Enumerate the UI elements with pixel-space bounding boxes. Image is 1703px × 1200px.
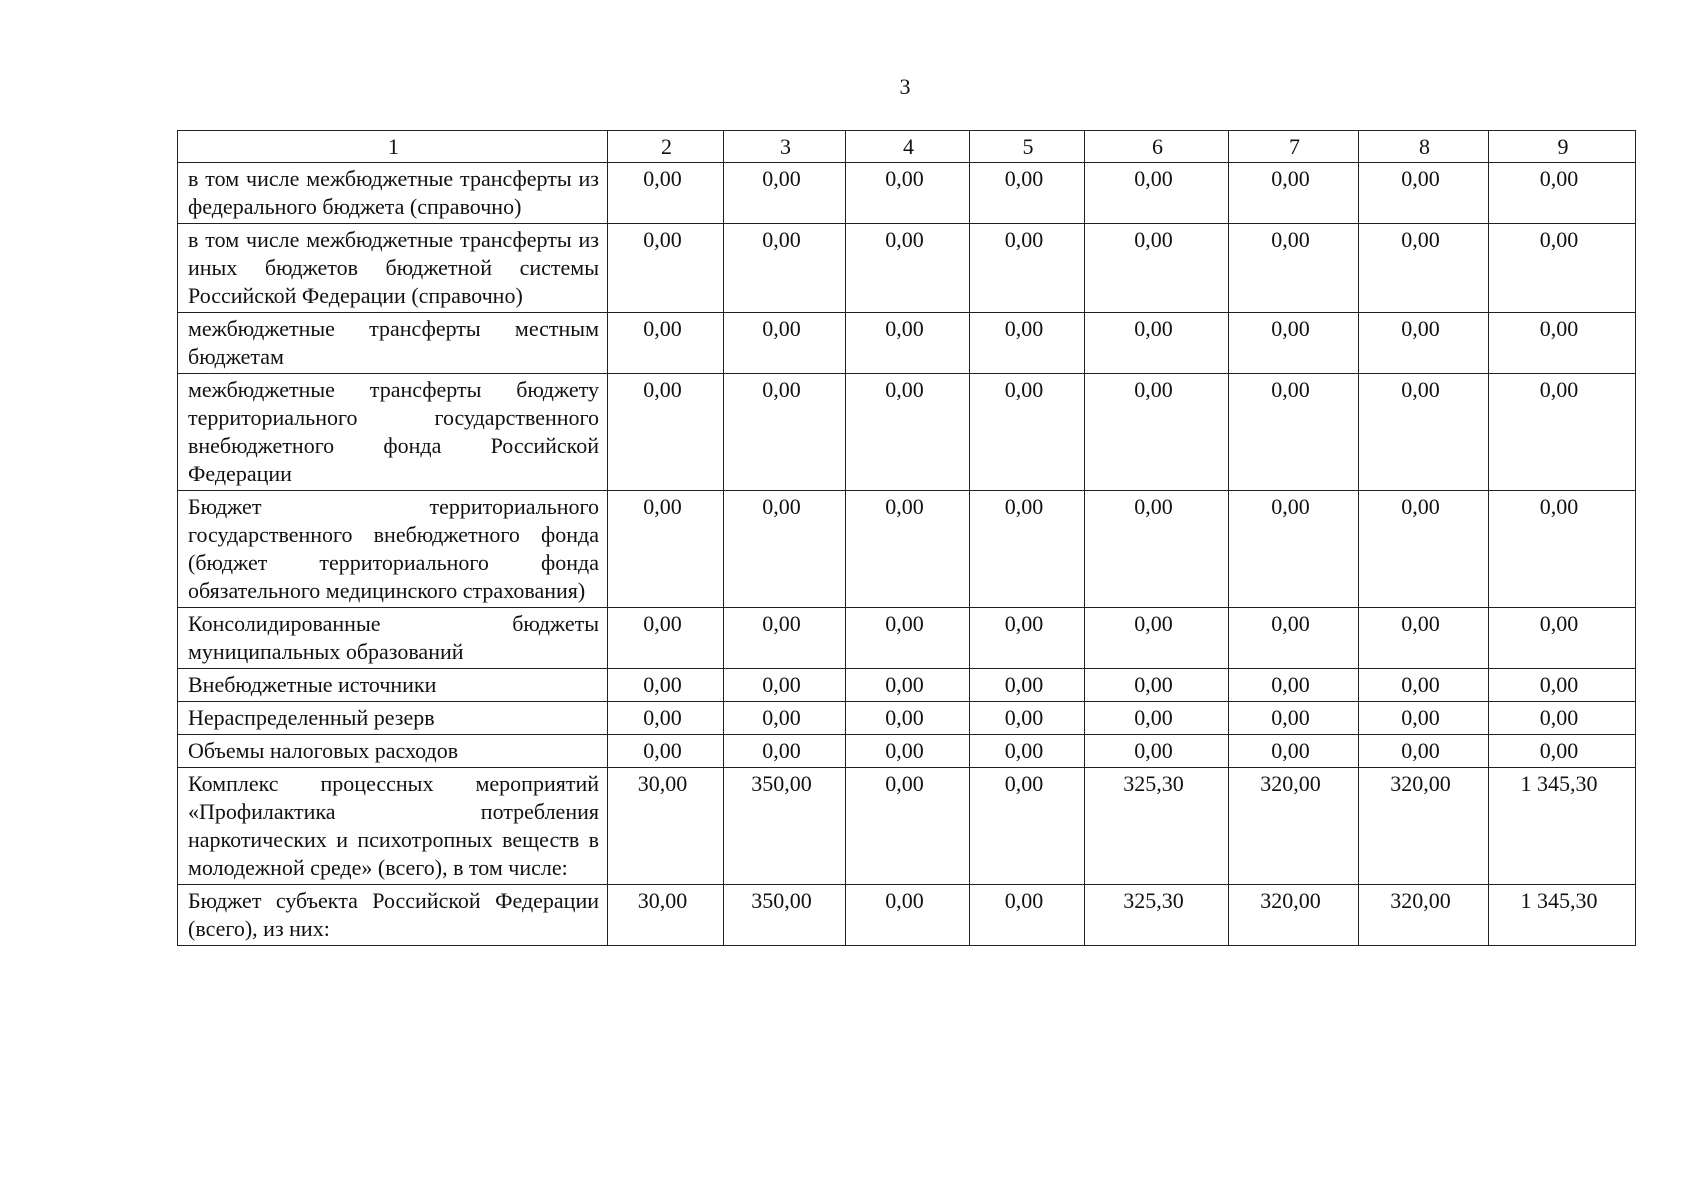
value-cell-col-2: 0,00	[608, 702, 724, 735]
value-cell-col-8: 0,00	[1359, 669, 1489, 702]
column-header-3: 3	[724, 131, 846, 163]
table-row	[178, 163, 1636, 224]
value-cell-col-5: 0,00	[970, 224, 1085, 313]
table-row	[178, 224, 1636, 313]
column-header-7: 7	[1229, 131, 1359, 163]
value-cell-col-4: 0,00	[846, 374, 970, 491]
column-header-9: 9	[1489, 131, 1636, 163]
column-header-1: 1	[178, 131, 608, 163]
value-cell-col-3: 0,00	[724, 313, 846, 374]
table-row	[178, 313, 1636, 374]
value-cell-col-3: 0,00	[724, 374, 846, 491]
row-label: Бюджет территориального государственного внебюджетного фонда (бюджет территориального фонда обязательного медицинского страхования)	[178, 491, 608, 608]
value-cell-col-9: 0,00	[1489, 163, 1636, 224]
value-cell-col-9: 0,00	[1489, 491, 1636, 608]
value-cell-col-4: 0,00	[846, 163, 970, 224]
table-row	[178, 885, 1636, 946]
value-cell-col-4: 0,00	[846, 735, 970, 768]
value-cell-col-7: 0,00	[1229, 163, 1359, 224]
value-cell-col-8: 320,00	[1359, 768, 1489, 885]
value-cell-col-8: 320,00	[1359, 885, 1489, 946]
value-cell-col-9: 0,00	[1489, 702, 1636, 735]
value-cell-col-5: 0,00	[970, 163, 1085, 224]
table-header	[178, 131, 1636, 163]
page-number: 3	[899, 74, 911, 99]
value-cell-col-4: 0,00	[846, 608, 970, 669]
value-cell-col-7: 320,00	[1229, 768, 1359, 885]
row-label: межбюджетные трансферты местным бюджетам	[178, 313, 608, 374]
value-cell-col-8: 0,00	[1359, 163, 1489, 224]
value-cell-col-7: 320,00	[1229, 885, 1359, 946]
table-row	[178, 374, 1636, 491]
value-cell-col-5: 0,00	[970, 702, 1085, 735]
table-row	[178, 735, 1636, 768]
value-cell-col-5: 0,00	[970, 669, 1085, 702]
value-cell-col-7: 0,00	[1229, 374, 1359, 491]
value-cell-col-8: 0,00	[1359, 702, 1489, 735]
value-cell-col-8: 0,00	[1359, 224, 1489, 313]
value-cell-col-2: 0,00	[608, 313, 724, 374]
value-cell-col-2: 30,00	[608, 768, 724, 885]
column-header-8: 8	[1359, 131, 1489, 163]
value-cell-col-2: 0,00	[608, 224, 724, 313]
value-cell-col-9: 0,00	[1489, 313, 1636, 374]
value-cell-col-6: 0,00	[1085, 669, 1229, 702]
value-cell-col-5: 0,00	[970, 735, 1085, 768]
value-cell-col-7: 0,00	[1229, 313, 1359, 374]
value-cell-col-4: 0,00	[846, 491, 970, 608]
value-cell-col-5: 0,00	[970, 608, 1085, 669]
column-header-6: 6	[1085, 131, 1229, 163]
row-label: межбюджетные трансферты бюджету территориального государственного внебюджетного фонда Российской Федерации	[178, 374, 608, 491]
value-cell-col-3: 0,00	[724, 735, 846, 768]
column-header-5: 5	[970, 131, 1085, 163]
value-cell-col-3: 350,00	[724, 885, 846, 946]
value-cell-col-6: 0,00	[1085, 491, 1229, 608]
row-label: Нераспределенный резерв	[178, 702, 608, 735]
budget-table	[177, 130, 1636, 946]
row-label: Внебюджетные источники	[178, 669, 608, 702]
value-cell-col-2: 0,00	[608, 491, 724, 608]
value-cell-col-4: 0,00	[846, 885, 970, 946]
header-row	[178, 131, 1636, 163]
table-row	[178, 702, 1636, 735]
value-cell-col-2: 30,00	[608, 885, 724, 946]
value-cell-col-8: 0,00	[1359, 374, 1489, 491]
value-cell-col-3: 0,00	[724, 608, 846, 669]
value-cell-col-3: 0,00	[724, 163, 846, 224]
value-cell-col-3: 0,00	[724, 669, 846, 702]
value-cell-col-9: 1 345,30	[1489, 768, 1636, 885]
table-row	[178, 608, 1636, 669]
value-cell-col-2: 0,00	[608, 608, 724, 669]
value-cell-col-6: 0,00	[1085, 374, 1229, 491]
value-cell-col-4: 0,00	[846, 224, 970, 313]
value-cell-col-5: 0,00	[970, 768, 1085, 885]
value-cell-col-8: 0,00	[1359, 608, 1489, 669]
value-cell-col-9: 0,00	[1489, 735, 1636, 768]
value-cell-col-3: 350,00	[724, 768, 846, 885]
value-cell-col-7: 0,00	[1229, 702, 1359, 735]
value-cell-col-7: 0,00	[1229, 669, 1359, 702]
value-cell-col-4: 0,00	[846, 313, 970, 374]
row-label: в том числе межбюджетные трансферты из иных бюджетов бюджетной системы Российской Федерации (справочно)	[178, 224, 608, 313]
value-cell-col-4: 0,00	[846, 702, 970, 735]
value-cell-col-7: 0,00	[1229, 224, 1359, 313]
value-cell-col-9: 0,00	[1489, 374, 1636, 491]
value-cell-col-8: 0,00	[1359, 735, 1489, 768]
value-cell-col-3: 0,00	[724, 702, 846, 735]
table-row	[178, 669, 1636, 702]
column-header-2: 2	[608, 131, 724, 163]
value-cell-col-4: 0,00	[846, 669, 970, 702]
value-cell-col-6: 0,00	[1085, 163, 1229, 224]
value-cell-col-2: 0,00	[608, 669, 724, 702]
table-body	[178, 163, 1636, 946]
value-cell-col-8: 0,00	[1359, 491, 1489, 608]
value-cell-col-6: 0,00	[1085, 608, 1229, 669]
value-cell-col-7: 0,00	[1229, 608, 1359, 669]
value-cell-col-9: 0,00	[1489, 608, 1636, 669]
value-cell-col-5: 0,00	[970, 885, 1085, 946]
value-cell-col-6: 325,30	[1085, 768, 1229, 885]
value-cell-col-5: 0,00	[970, 313, 1085, 374]
table-row	[178, 768, 1636, 885]
value-cell-col-9: 1 345,30	[1489, 885, 1636, 946]
value-cell-col-7: 0,00	[1229, 735, 1359, 768]
value-cell-col-5: 0,00	[970, 374, 1085, 491]
value-cell-col-6: 0,00	[1085, 702, 1229, 735]
value-cell-col-2: 0,00	[608, 735, 724, 768]
row-label: в том числе межбюджетные трансферты из федерального бюджета (справочно)	[178, 163, 608, 224]
value-cell-col-5: 0,00	[970, 491, 1085, 608]
value-cell-col-7: 0,00	[1229, 491, 1359, 608]
row-label: Объемы налоговых расходов	[178, 735, 608, 768]
value-cell-col-3: 0,00	[724, 491, 846, 608]
row-label: Бюджет субъекта Российской Федерации (всего), из них:	[178, 885, 608, 946]
value-cell-col-8: 0,00	[1359, 313, 1489, 374]
value-cell-col-6: 0,00	[1085, 224, 1229, 313]
row-label: Комплекс процессных мероприятий «Профилактика потребления наркотических и психотропных веществ в молодежной среде» (всего), в том числе:	[178, 768, 608, 885]
row-label: Консолидированные бюджеты муниципальных образований	[178, 608, 608, 669]
value-cell-col-9: 0,00	[1489, 669, 1636, 702]
table-row	[178, 491, 1636, 608]
value-cell-col-6: 0,00	[1085, 313, 1229, 374]
column-header-4: 4	[846, 131, 970, 163]
value-cell-col-2: 0,00	[608, 374, 724, 491]
value-cell-col-3: 0,00	[724, 224, 846, 313]
value-cell-col-9: 0,00	[1489, 224, 1636, 313]
value-cell-col-6: 0,00	[1085, 735, 1229, 768]
value-cell-col-4: 0,00	[846, 768, 970, 885]
value-cell-col-2: 0,00	[608, 163, 724, 224]
value-cell-col-6: 325,30	[1085, 885, 1229, 946]
